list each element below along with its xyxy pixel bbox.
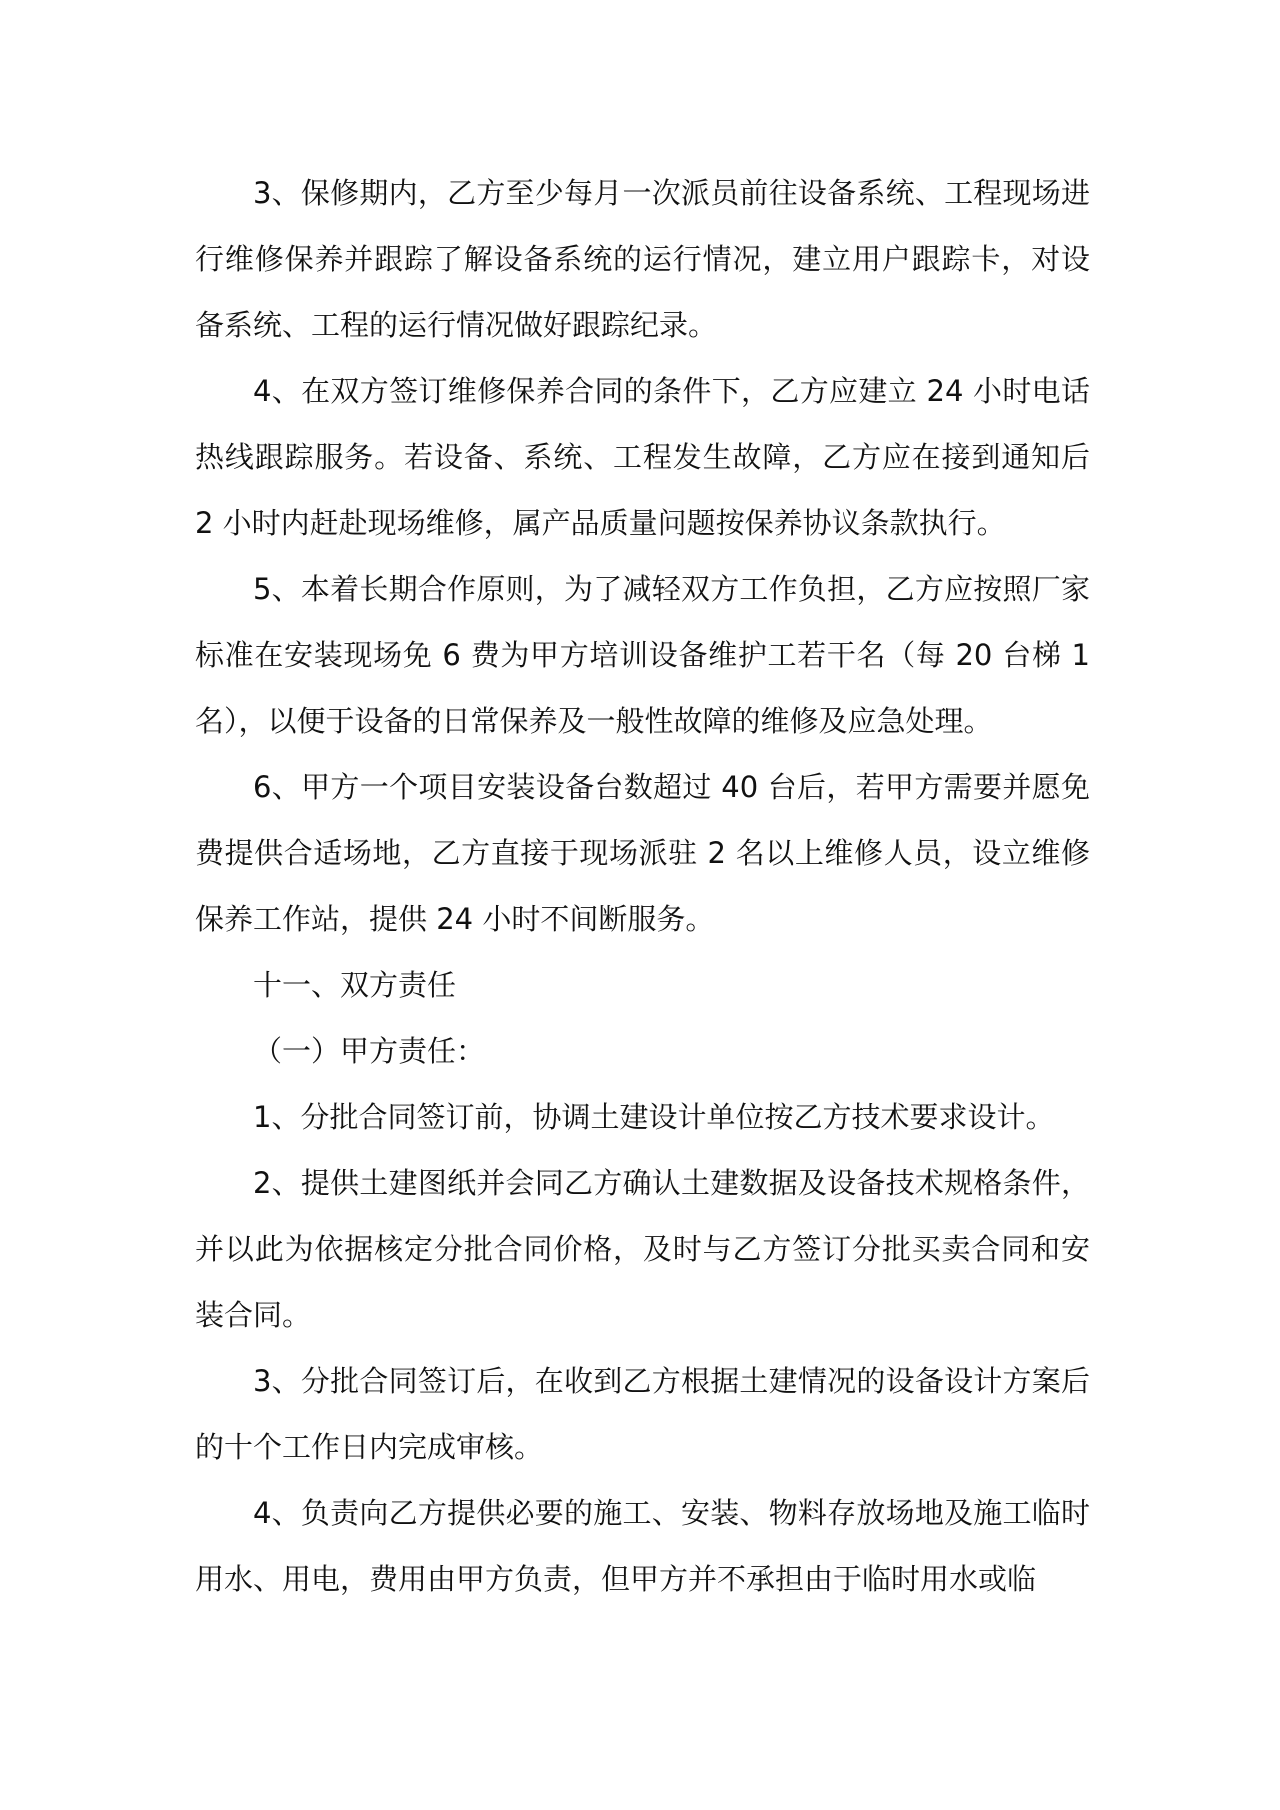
paragraph-maintenance-visits: 3、保修期内，乙方至少每月一次派员前往设备系统、工程现场进行维修保养并跟踪了解设备系统的运行情况，建立用户跟踪卡，对设备系统、工程的运行情况做好跟踪纪录。	[195, 176, 1090, 342]
paragraph-party-a-item-3: 3、分批合同签订后，在收到乙方根据土建情况的设备设计方案后的十个工作日内完成审核。	[195, 1364, 1090, 1464]
subsection-heading-party-a: （一）甲方责任：	[253, 1034, 486, 1068]
section-heading-responsibilities: 十一、双方责任	[253, 968, 457, 1002]
paragraph-hotline-service: 4、在双方签订维修保养合同的条件下，乙方应建立 24 小时电话热线跟踪服务。若设备、系统、工程发生故障，乙方应在接到通知后 2 小时内赶赴现场维修，属产品质量问题按保养协议条款执行。	[195, 374, 1090, 540]
paragraph-onsite-station: 6、甲方一个项目安装设备台数超过 40 台后，若甲方需要并愿免费提供合适场地，乙方直接于现场派驻 2 名以上维修人员，设立维修保养工作站，提供 24 小时不间断服务。	[195, 770, 1090, 936]
document-body	[195, 160, 1090, 1612]
paragraph-party-a-item-2: 2、提供土建图纸并会同乙方确认土建数据及设备技术规格条件，并以此为依据核定分批合同价格，及时与乙方签订分批买卖合同和安装合同。	[195, 1166, 1090, 1332]
paragraph-party-a-item-4: 4、负责向乙方提供必要的施工、安装、物料存放场地及施工临时用水、用电，费用由甲方负责，但甲方并不承担由于临时用水或临	[195, 1496, 1090, 1596]
paragraph-party-a-item-1: 1、分批合同签订前，协调土建设计单位按乙方技术要求设计。	[253, 1100, 1055, 1134]
paragraph-training: 5、本着长期合作原则，为了减轻双方工作负担，乙方应按照厂家标准在安装现场免 6 费为甲方培训设备维护工若干名（每 20 台梯 1 名），以便于设备的日常保养及一般性故障的维修及应急处理。	[195, 572, 1090, 738]
